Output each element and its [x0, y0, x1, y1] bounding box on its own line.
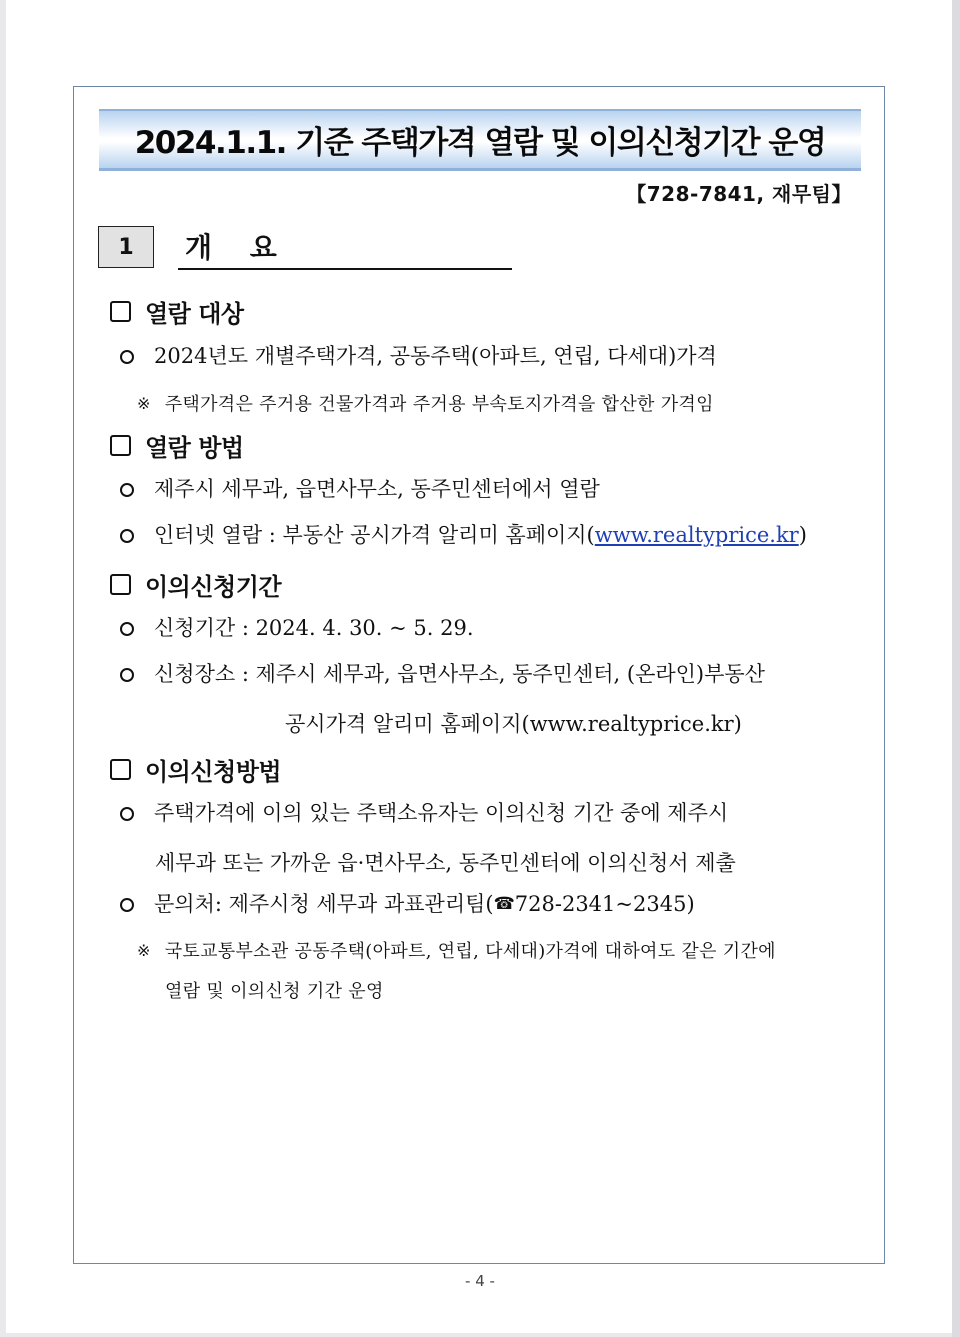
- circle-bullet-icon: [120, 483, 134, 497]
- heading-objection-method: [110, 752, 281, 787]
- list-item: [120, 664, 765, 685]
- checkbox-icon: [110, 759, 131, 780]
- section-number: 1: [98, 226, 154, 268]
- note-continuation: 열람 및 이의신청 기간 운영: [165, 981, 384, 1002]
- circle-bullet-icon: [120, 668, 134, 682]
- department-contact: 【728-7841, 재무팀】: [626, 182, 852, 206]
- note-text: 국토교통부소관 공동주택(아파트, 연립, 다세대)가격에 대하여도 같은 기간에: [164, 941, 776, 962]
- circle-bullet-icon: [120, 622, 134, 636]
- checkbox-icon: [110, 574, 131, 595]
- list-item: [120, 803, 728, 824]
- page-number: - 4 -: [465, 1272, 495, 1290]
- item-text: 주택가격에 이의 있는 주택소유자는 이의신청 기간 중에 제주시: [154, 801, 729, 825]
- list-item: [120, 479, 600, 500]
- item-text: 2024년도 개별주택가격, 공동주택(아파트, 연립, 다세대)가격: [154, 344, 717, 368]
- item-continuation: 세무과 또는 가까운 읍·면사무소, 동주민센터에 이의신청서 제출: [155, 851, 736, 875]
- circle-bullet-icon: [120, 350, 134, 364]
- list-item: [120, 346, 717, 367]
- circle-bullet-icon: [120, 529, 134, 543]
- page-edge: [952, 0, 960, 1337]
- realtyprice-link[interactable]: www.realtyprice.kr: [594, 523, 799, 547]
- note-text: 주택가격은 주거용 건물가격과 주거용 부속토지가격을 합산한 가격임: [164, 394, 714, 415]
- title-banner: [99, 109, 861, 171]
- contact-number: 728-2341~2345): [514, 892, 695, 916]
- heading-label: 열람 대상: [145, 300, 244, 328]
- heading-label: 이의신청방법: [145, 758, 282, 786]
- item-text: 신청장소 : 제주시 세무과, 읍면사무소, 동주민센터, (온라인)부동산: [154, 662, 765, 686]
- heading-view-method: [110, 428, 244, 463]
- checkbox-icon: [110, 435, 131, 456]
- phone-icon: ☎: [493, 894, 515, 914]
- list-item-internet: [120, 525, 807, 546]
- circle-bullet-icon: [120, 807, 134, 821]
- item-text: 인터넷 열람 : 부동산 공시가격 알리미 홈페이지(: [154, 523, 595, 547]
- heading-objection-period: [110, 567, 281, 602]
- section-title: 개 요: [185, 231, 291, 264]
- item-text: 문의처: 제주시청 세무과 과표관리팀(: [154, 892, 494, 916]
- checkbox-icon: [110, 301, 131, 322]
- reference-mark: ※: [137, 393, 151, 413]
- list-item-contact: [120, 894, 695, 915]
- note: [137, 937, 776, 963]
- item-continuation: 공시가격 알리미 홈페이지(www.realtyprice.kr): [285, 712, 742, 736]
- list-item: [120, 618, 474, 639]
- item-text-suffix: ): [798, 523, 807, 547]
- section-underline: [178, 268, 512, 270]
- reference-mark: ※: [137, 940, 151, 960]
- heading-label: 이의신청기간: [145, 573, 282, 601]
- item-text: 제주시 세무과, 읍면사무소, 동주민센터에서 열람: [154, 477, 600, 501]
- item-text: 신청기간 : 2024. 4. 30. ~ 5. 29.: [154, 616, 474, 640]
- heading-view-target: [110, 294, 244, 329]
- note: [137, 390, 714, 416]
- page-title: 2024.1.1. 기준 주택가격 열람 및 이의신청기간 운영: [134, 125, 826, 161]
- circle-bullet-icon: [120, 898, 134, 912]
- heading-label: 열람 방법: [145, 434, 244, 462]
